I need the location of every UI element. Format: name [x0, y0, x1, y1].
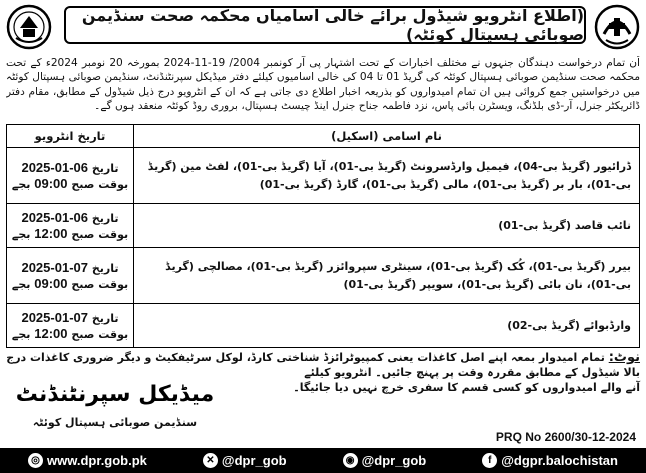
signature-title: میڈیکل سپرنٹنڈنٹ	[15, 382, 215, 407]
time-label: بوقت صبح	[71, 177, 129, 191]
interview-schedule-table	[6, 124, 640, 348]
posts-cell: وارڈبوائے (گریڈ بی-02)	[134, 304, 640, 348]
time-suffix: بجے	[11, 227, 31, 241]
time-label: بوقت صبح	[71, 327, 129, 341]
footer-website[interactable]	[28, 453, 147, 468]
table-row	[7, 148, 640, 204]
date-cell	[7, 204, 134, 248]
page-title: (اطلاع انٹرویو شیڈول برائے خالی آسامیاں محکمہ صحت سنڈیمن صوبائی ہسپتال کوئٹہ)	[64, 6, 586, 44]
footer-bar	[0, 448, 646, 473]
interview-date: 07-01-2025	[21, 259, 89, 275]
interview-date: 06-01-2025	[21, 209, 89, 225]
globe-icon: ◎	[28, 453, 43, 468]
twitter-icon: ✕	[203, 453, 218, 468]
interview-date: 07-01-2025	[21, 309, 89, 325]
date-column-header: تاریخ انٹرویو	[7, 125, 134, 148]
date-cell	[7, 304, 134, 348]
footer-facebook-text: @dgpr.balochistan	[501, 453, 618, 468]
time-suffix: بجے	[11, 327, 31, 341]
note-label: نوٹ:	[608, 350, 640, 365]
posts-cell: بیرر (گریڈ بی-01)، کُک (گریڈ بی-01)، سینٹری سپروائزر (گریڈ بی-01)، مصالچی (گریڈ بی-01)، نان بائی (گریڈ بی-01)، سویپر (گریڈ بی-01)	[134, 248, 640, 304]
time-label: بوقت صبح	[71, 227, 129, 241]
date-label: تاریخ	[91, 261, 119, 275]
date-label: تاریخ	[91, 211, 119, 225]
table-header-row	[7, 125, 640, 148]
interview-date: 06-01-2025	[21, 159, 89, 175]
intro-paragraph: اُن تمام درخواست دہندگان جنہوں نے مختلف اخبارات کے تحت اشتہار پی آر کونمبر 2004/ 19-11-2024 بمورخہ 20 نومبر 2024ء کے تحت محکمہ صحت سنڈیمن صوبائی ہسپتال کوئٹہ کی گریڈ 01 تا 04 کی خالی اسامیوں کیلئے دفتر میڈیکل سپرنٹنڈنٹ، سنڈیمن صوبائی ہسپتال کوئٹہ میں درخواستیں جمع کروائی ہیں ان تمام امیدواروں کو بذریعہ اخبار اطلاع دی جاتی ہے کہ ان کے انٹرویو درج ذیل شیڈول کے مطابق، مقام دفتر ڈائریکٹر جنرل، آر-ڈی بلڈنگ، ویسٹرن بائی پاس، نزد فاطمہ جناح جنرل اینڈ چیسٹ ہسپتال، بروری روڈ کوئٹہ منعقد ہوں گے۔	[6, 57, 640, 113]
header	[0, 0, 646, 58]
prq-number: PRQ No 2600/30-12-2024	[495, 430, 636, 444]
facebook-icon: f	[482, 453, 497, 468]
date-label: تاریخ	[91, 311, 119, 325]
signature-block	[10, 380, 220, 452]
date-cell	[7, 248, 134, 304]
note-line-2: آنے والے امیدواروں کو کسی قسم کا سفری خرچ نہیں دیا جائیگا۔	[293, 381, 640, 394]
interview-time: 09:00	[34, 175, 68, 191]
interview-time: 09:00	[34, 275, 68, 291]
time-suffix: بجے	[11, 177, 31, 191]
health-department-emblem-icon	[594, 4, 640, 50]
time-label: بوقت صبح	[71, 277, 129, 291]
footer-instagram-text: @dpr_gob	[361, 453, 427, 468]
posts-column-header: نام اسامی (اسکیل)	[134, 125, 640, 148]
footer-facebook[interactable]	[482, 453, 618, 468]
balochistan-emblem-icon	[6, 4, 52, 50]
instagram-icon: ◉	[343, 453, 358, 468]
time-suffix: بجے	[11, 277, 31, 291]
footer-twitter-text: @dpr_gob	[221, 453, 287, 468]
signature-subtitle: سنڈیمن صوبائی ہسپتال کوئٹہ	[32, 416, 198, 429]
footer-website-text: www.dpr.gob.pk	[47, 453, 147, 468]
table-row	[7, 248, 640, 304]
table-row	[7, 304, 640, 348]
table-row	[7, 204, 640, 248]
footer-instagram[interactable]	[343, 453, 427, 468]
note-line-1: تمام امیدوار بمعہ اپنے اصل کاغذات یعنی کمپیوٹرائزڈ شناختی کارڈ، لوکل سرٹیفکیٹ و دیگر ضروری کاغذات درج بالا شیڈول کے مطابق مقررہ وقت پر پہنچ جائیں۔ انٹرویو کیلئے	[6, 351, 640, 379]
date-cell	[7, 148, 134, 204]
footer-twitter[interactable]	[203, 453, 287, 468]
date-label: تاریخ	[91, 161, 119, 175]
interview-time: 12:00	[34, 325, 68, 341]
interview-time: 12:00	[34, 225, 68, 241]
posts-cell: نائب قاصد (گریڈ بی-01)	[134, 204, 640, 248]
posts-cell: ڈرائیور (گریڈ بی-04)، فیمیل وارڈسرونٹ (گریڈ بی-01)، آیا (گریڈ بی-01)، لفٹ مین (گریڈ بی-01)، بار بر (گریڈ بی-01)، مالی (گریڈ بی-01)، گارڈ (گریڈ بی-01)	[134, 148, 640, 204]
